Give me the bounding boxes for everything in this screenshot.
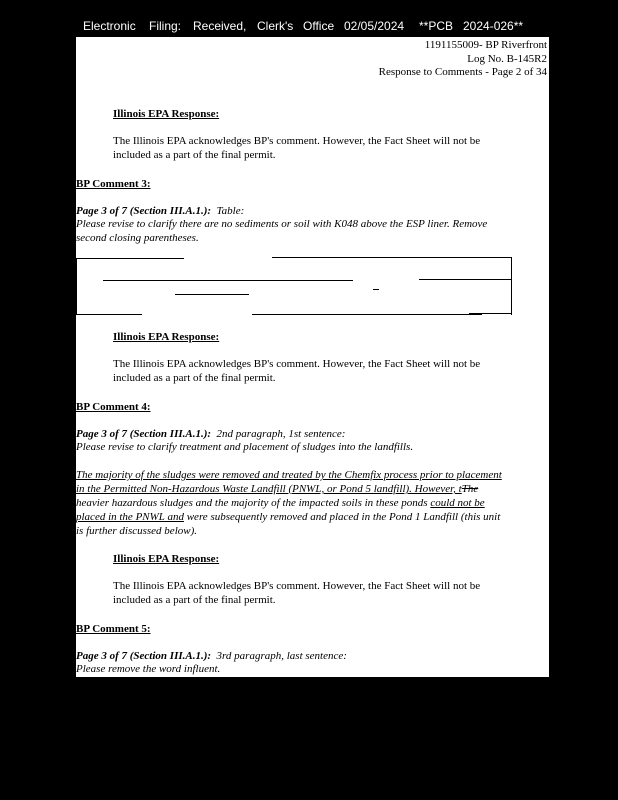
response-heading: Illinois EPA Response: xyxy=(113,108,220,120)
stamp-filing: Filing: xyxy=(149,19,182,33)
response-text: The Illinois EPA acknowledges BP's comment. However, the Fact Sheet will not be xyxy=(113,135,481,147)
comment-text: Please revise to clarify there are no sediments or soil with K048 above the ESP liner. Remove xyxy=(76,218,488,230)
header-log: Log No. B-145R2 xyxy=(467,53,547,65)
stamp-clerks: Clerk's xyxy=(257,19,294,33)
document-page xyxy=(76,37,549,677)
response-text: The Illinois EPA acknowledges BP's comment. However, the Fact Sheet will not be xyxy=(113,580,481,592)
response-heading: Illinois EPA Response: xyxy=(113,331,220,343)
stamp-docket: **PCB xyxy=(419,19,454,33)
redline-text: placed in the PNWL and were subsequently removed and placed in the Pond 1 Landfill (this unit xyxy=(76,511,501,523)
response-heading: Illinois EPA Response: xyxy=(113,553,220,565)
redline-text: in the Permitted Non-Hazardous Waste Landfill (PNWL, or Pond 5 landfill). However, tThe xyxy=(76,483,479,495)
redline-text: The majority of the sludges were removed and treated by the Chemfix process prior to placement xyxy=(76,469,502,481)
comment-reference: Page 3 of 7 (Section III.A.1.): Table: xyxy=(76,205,245,217)
filing-stamp xyxy=(0,19,618,37)
stamp-received: Received, xyxy=(193,19,247,33)
comment-heading: BP Comment 3: xyxy=(76,178,151,190)
comment-reference: Page 3 of 7 (Section III.A.1.): 2nd paragraph, 1st sentence: xyxy=(76,428,346,440)
comment-heading: BP Comment 4: xyxy=(76,401,151,413)
response-text: The Illinois EPA acknowledges BP's comment. However, the Fact Sheet will not be xyxy=(113,358,481,370)
stamp-electronic: Electronic xyxy=(83,19,136,33)
response-text: included as a part of the final permit. xyxy=(113,372,276,384)
comment-text: Please revise to clarify treatment and placement of sludges into the landfills. xyxy=(76,441,414,453)
comment-text: Please remove the word influent. xyxy=(76,663,221,675)
comment-reference: Page 3 of 7 (Section III.A.1.): 3rd paragraph, last sentence: xyxy=(76,650,347,662)
header-page: Response to Comments - Page 2 of 34 xyxy=(378,66,547,78)
redline-text: is further discussed below). xyxy=(76,525,197,537)
stamp-office: Office xyxy=(303,19,335,33)
response-text: included as a part of the final permit. xyxy=(113,149,276,161)
stamp-date: 02/05/2024 xyxy=(344,19,405,33)
header-facility: 1191155009- BP Riverfront xyxy=(424,39,547,51)
comment-text: second closing parentheses. xyxy=(76,232,199,244)
stamp-number: 2024-026** xyxy=(463,19,524,33)
response-text: included as a part of the final permit. xyxy=(113,594,276,606)
comment-heading: BP Comment 5: xyxy=(76,623,151,635)
redline-text: heavier hazardous sludges and the majority of the impacted soils in these ponds could not be xyxy=(76,497,485,509)
